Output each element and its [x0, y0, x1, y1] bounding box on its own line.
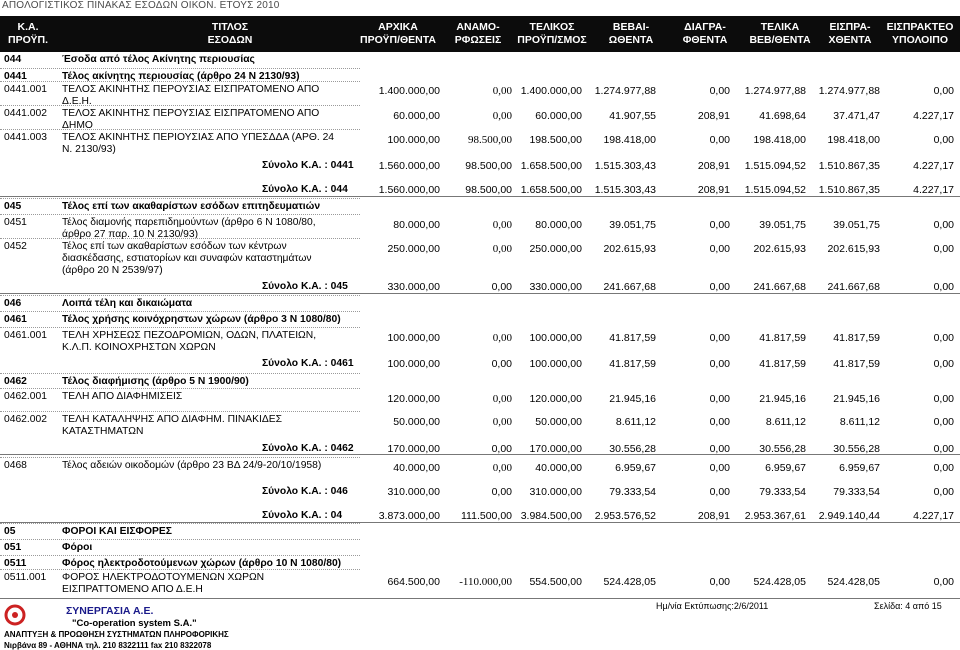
account-title: Τέλος χρήσης κοινόχρηστων χώρων (άρθρο 3 Ν 1080/80) [62, 314, 341, 325]
amount-cell: 6.959,67 [839, 462, 880, 474]
amount-cell: 37.471,47 [833, 110, 880, 122]
col-fc-line2: ΒΕΒ/ΘΕΝΤΑ [749, 34, 811, 46]
account-title-cont: (άρθρο 20 Ν 2539/97) [62, 265, 163, 276]
row-separator [0, 311, 360, 312]
account-code: 0462.001 [4, 391, 47, 402]
col-certified-line1: ΒΕΒΑΙ- [612, 21, 650, 33]
account-code: 046 [4, 298, 22, 309]
amount-cell: 41.817,59 [833, 332, 880, 344]
amount-cell: 250.000,00 [387, 243, 440, 255]
amount-cell: 120.000,00 [387, 393, 440, 405]
amount-cell: 1.515.303,43 [594, 160, 656, 172]
col-reallocations [440, 21, 516, 47]
amount-cell: 2.953.576,52 [594, 510, 656, 522]
amount-cell: 0,00 [492, 243, 512, 255]
amount-cell: 524.428,05 [827, 576, 880, 588]
amount-cell: 41.817,59 [833, 358, 880, 370]
amount-cell: 2.953.367,61 [744, 510, 806, 522]
amount-cell: 39.051,75 [759, 219, 806, 231]
amount-cell: 1.510.867,35 [818, 184, 880, 196]
col-ka [8, 21, 48, 47]
row-separator [0, 198, 360, 199]
subtotal-label: Σύνολο Κ.Α. : 04 [262, 510, 343, 521]
col-remaining [882, 21, 958, 47]
row-separator [0, 295, 360, 296]
amount-cell: 100.000,00 [387, 358, 440, 370]
amount-cell: 0,00 [709, 85, 730, 97]
account-code: 0441 [4, 71, 27, 82]
amount-cell: 21.945,16 [759, 393, 806, 405]
account-code: 044 [4, 54, 22, 65]
amount-cell: 0,00 [933, 85, 954, 97]
amount-cell: 170.000,00 [387, 443, 440, 455]
amount-cell: 554.500,00 [529, 576, 582, 588]
row-separator [0, 555, 360, 556]
amount-cell: 0,00 [491, 486, 512, 498]
amount-cell: 4.227,17 [913, 184, 954, 196]
account-title: ΦΟΡΟΣ ΗΛΕΚΤΡΟΔΟΤΟΥΜΕΝΩΝ ΧΩΡΩΝ [62, 572, 265, 583]
account-title: Τέλος επί των ακαθαρίστων εσόδων των κέντρων [62, 241, 287, 252]
account-title-cont: ΔΗΜΟ [62, 120, 93, 131]
amount-cell: 0,00 [709, 576, 730, 588]
amount-cell: -110.000,00 [459, 576, 512, 588]
col-initial-line2: ΠΡΟΫΠ/ΘΕΝΤΑ [360, 34, 436, 46]
amount-cell: 0,00 [709, 486, 730, 498]
amount-cell: 208,91 [697, 184, 730, 196]
amount-cell: 198.418,00 [753, 134, 806, 146]
amount-cell: 79.333,54 [759, 486, 806, 498]
col-collected-line2: ΧΘΕΝΤΑ [828, 34, 872, 46]
footer-address: Νιρβάνα 89 - ΑΘΗΝΑ τηλ. 210 8322111 fax 210 8322078 [4, 641, 212, 650]
amount-cell: 330.000,00 [387, 281, 440, 293]
row-separator [0, 457, 360, 458]
col-remaining-line2: ΥΠΟΛΟΙΠΟ [891, 34, 949, 46]
col-title-line1: ΤΙΤΛΟΣ [211, 21, 249, 33]
amount-cell: 1.658.500,00 [520, 160, 582, 172]
col-realloc-line1: ΑΝΑΜΟ- [456, 21, 500, 33]
account-title: Τέλος αδειών οικοδομών (άρθρο 23 ΒΔ 24/9-20/10/1958) [62, 460, 322, 471]
account-title: ΤΕΛΗ ΑΠΟ ΔΙΑΦΗΜΙΣΕΙΣ [62, 391, 183, 402]
account-code: 045 [4, 201, 22, 212]
subtotal-label: Σύνολο Κ.Α. : 044 [262, 184, 348, 195]
amount-cell: 198.418,00 [603, 134, 656, 146]
amount-cell: 241.667,68 [753, 281, 806, 293]
account-title: Φόροι [62, 542, 93, 553]
row-separator [0, 569, 360, 570]
amount-cell: 41.907,55 [609, 110, 656, 122]
account-code: 0452 [4, 241, 27, 252]
amount-cell: 4.227,17 [913, 510, 954, 522]
row-separator [0, 539, 360, 540]
amount-cell: 0,00 [709, 416, 730, 428]
amount-cell: 241.667,68 [603, 281, 656, 293]
amount-cell: 1.515.094,52 [744, 184, 806, 196]
amount-cell: 100.000,00 [387, 134, 440, 146]
account-title: Τέλος ακίνητης περιουσίας (άρθρο 24 Ν 2130/93) [62, 71, 300, 82]
col-deleted-line1: ΔΙΑΓΡΑ- [684, 21, 726, 33]
account-code: 0451 [4, 217, 27, 228]
col-collected [820, 21, 880, 47]
amount-cell: 1.560.000,00 [378, 184, 440, 196]
amount-cell: 198.418,00 [827, 134, 880, 146]
section-divider [0, 196, 960, 197]
amount-cell: 241.667,68 [827, 281, 880, 293]
amount-cell: 8.611,12 [765, 416, 806, 428]
amount-cell: 1.515.094,52 [744, 160, 806, 172]
col-ka-line2: ΠΡΟΫΠ. [8, 34, 48, 46]
amount-cell: 0,00 [491, 358, 512, 370]
account-code: 0511.001 [4, 572, 47, 583]
account-title-cont: Ν. 2130/93) [62, 144, 116, 155]
amount-cell: 60.000,00 [393, 110, 440, 122]
account-title: ΦΟΡΟΙ ΚΑΙ ΕΙΣΦΟΡΕΣ [62, 526, 172, 537]
account-code: 0468 [4, 460, 27, 471]
amount-cell: 41.817,59 [759, 332, 806, 344]
amount-cell: 1.274.977,88 [744, 85, 806, 97]
amount-cell: 0,00 [933, 332, 954, 344]
account-title-cont: διασκέδασης, εστιατορίων και συναφών καταστημάτων [62, 253, 312, 264]
account-code: 0461.001 [4, 330, 47, 341]
amount-cell: 310.000,00 [387, 486, 440, 498]
col-deleted [670, 21, 740, 47]
amount-cell: 170.000,00 [529, 443, 582, 455]
amount-cell: 202.615,93 [827, 243, 880, 255]
account-title: Έσοδα από τέλος Ακίνητης περιουσίας [62, 54, 255, 65]
amount-cell: 1.510.867,35 [818, 160, 880, 172]
amount-cell: 3.873.000,00 [378, 510, 440, 522]
account-title: ΤΕΛΟΣ ΑΚΙΝΗΤΗΣ ΠΕΡΟΥΣΙΑΣ ΕΙΣΠΡΑΤΟΜΕΝΟ ΑΠΟ [62, 108, 320, 119]
amount-cell: 0,00 [709, 443, 730, 455]
page-title: ΑΠΟΛΟΓΙΣΤΙΚΟΣ ΠΙΝΑΚΑΣ ΕΣΟΔΩΝ ΟΙΚΟΝ. ΕΤΟΥΣ 2010 [2, 0, 280, 11]
row-separator [0, 129, 360, 130]
amount-cell: 6.959,67 [615, 462, 656, 474]
col-initial-line1: ΑΡΧΙΚΑ [378, 21, 418, 33]
account-code: 051 [4, 542, 22, 553]
amount-cell: 50.000,00 [535, 416, 582, 428]
amount-cell: 0,00 [933, 281, 954, 293]
amount-cell: 1.400.000,00 [378, 85, 440, 97]
amount-cell: 40.000,00 [393, 462, 440, 474]
subtotal-label: Σύνολο Κ.Α. : 0462 [262, 443, 354, 454]
amount-cell: 0,00 [492, 416, 512, 428]
account-title-cont: ΕΙΣΠΡΑΤΤΟΜΕΝΟ ΑΠΟ Δ.Ε.Η [62, 584, 203, 595]
amount-cell: 330.000,00 [529, 281, 582, 293]
amount-cell: 202.615,93 [753, 243, 806, 255]
amount-cell: 0,00 [933, 462, 954, 474]
row-separator [0, 214, 360, 215]
amount-cell: 1.274.977,88 [594, 85, 656, 97]
col-fc-line1: ΤΕΛΙΚΑ [760, 21, 800, 33]
amount-cell: 30.556,28 [833, 443, 880, 455]
amount-cell: 208,91 [697, 510, 730, 522]
amount-cell: 1.400.000,00 [520, 85, 582, 97]
amount-cell: 0,00 [492, 393, 512, 405]
amount-cell: 0,00 [933, 358, 954, 370]
row-separator [0, 523, 360, 524]
account-title-cont: ΚΑΤΑΣΤΗΜΑΤΩΝ [62, 426, 144, 437]
account-title: Τέλος επί των ακαθαρίστων εσόδων επιτηδευματιών [62, 201, 321, 212]
amount-cell: 208,91 [697, 160, 730, 172]
col-final-certified [736, 21, 824, 47]
amount-cell: 98.500,00 [468, 134, 512, 146]
amount-cell: 8.611,12 [839, 416, 880, 428]
amount-cell: 664.500,00 [387, 576, 440, 588]
amount-cell: 41.698,64 [759, 110, 806, 122]
footer-tagline: "Co-operation system S.A." [72, 618, 197, 629]
table-header [0, 16, 960, 52]
row-separator [0, 105, 360, 106]
col-certified-line2: ΩΘΕΝΤΑ [608, 34, 654, 46]
account-code: 0441.002 [4, 108, 47, 119]
account-title: ΤΕΛΗ ΚΑΤΑΛΗΨΗΣ ΑΠΟ ΔΙΑΦΗΜ. ΠΙΝΑΚΙΔΕΣ [62, 414, 283, 425]
row-separator [0, 68, 360, 69]
amount-cell: 0,00 [933, 416, 954, 428]
account-code: 05 [4, 526, 16, 537]
section-divider [0, 293, 960, 294]
col-remaining-line1: ΕΙΣΠΡΑΚΤΕΟ [886, 21, 954, 33]
amount-cell: 80.000,00 [535, 219, 582, 231]
row-separator [0, 81, 360, 82]
amount-cell: 0,00 [933, 576, 954, 588]
amount-cell: 79.333,54 [833, 486, 880, 498]
amount-cell: 1.560.000,00 [378, 160, 440, 172]
amount-cell: 0,00 [709, 134, 730, 146]
amount-cell: 0,00 [492, 219, 512, 231]
amount-cell: 0,00 [709, 393, 730, 405]
amount-cell: 0,00 [709, 358, 730, 370]
section-divider [0, 454, 960, 455]
row-separator [0, 327, 360, 328]
amount-cell: 4.227,17 [913, 160, 954, 172]
col-final-line2: ΠΡΟΫΠ/ΣΜΟΣ [517, 34, 587, 46]
amount-cell: 41.817,59 [609, 332, 656, 344]
account-title-cont: άρθρο 27 παρ. 10 Ν 2130/93) [62, 229, 199, 240]
account-title: ΤΕΛΟΣ ΑΚΙΝΗΤΗΣ ΠΕΡΙΟΥΣΙΑΣ ΑΠΟ ΥΠΕΣΔΔΑ (ΑΡΘ. 24 [62, 132, 335, 143]
account-code: 0461 [4, 314, 27, 325]
amount-cell: 0,00 [492, 462, 512, 474]
account-title: Τέλος διαμονής παρεπιδημούντων (άρθρο 6 Ν 1080/80, [62, 217, 316, 228]
amount-cell: 30.556,28 [609, 443, 656, 455]
col-certified [596, 21, 666, 47]
print-date: Ημ/νία Εκτύπωσης:2/6/2011 [656, 601, 769, 611]
amount-cell: 0,00 [491, 443, 512, 455]
subtotal-label: Σύνολο Κ.Α. : 045 [262, 281, 348, 292]
row-separator [0, 238, 360, 239]
section-divider [0, 598, 960, 599]
col-title [180, 21, 280, 47]
account-title-cont: Κ.Λ.Π. ΚΟΙΝΟΧΡΗΣΤΩΝ ΧΩΡΩΝ [62, 342, 216, 353]
amount-cell: 0,00 [933, 443, 954, 455]
amount-cell: 60.000,00 [535, 110, 582, 122]
account-title: Λοιπά τέλη και δικαιώματα [62, 298, 193, 309]
amount-cell: 1.658.500,00 [520, 184, 582, 196]
amount-cell: 524.428,05 [603, 576, 656, 588]
page-number: Σελίδα: 4 από 15 [874, 601, 942, 611]
amount-cell: 0,00 [933, 393, 954, 405]
col-ka-line1: Κ.Α. [17, 21, 39, 33]
amount-cell: 39.051,75 [609, 219, 656, 231]
account-title: Τέλος διαφήμισης (άρθρο 5 Ν 1900/90) [62, 376, 249, 387]
col-collected-line1: ΕΙΣΠΡΑ- [829, 21, 871, 33]
account-title: ΤΕΛΗ ΧΡΗΣΕΩΣ ΠΕΖΟΔΡΟΜΙΩΝ, ΟΔΩΝ, ΠΛΑΤΕΙΩΝ, [62, 330, 317, 341]
amount-cell: 0,00 [709, 281, 730, 293]
amount-cell: 0,00 [709, 332, 730, 344]
col-title-line2: ΕΣΟΔΩΝ [207, 34, 253, 46]
amount-cell: 524.428,05 [753, 576, 806, 588]
amount-cell: 0,00 [491, 281, 512, 293]
subtotal-label: Σύνολο Κ.Α. : 046 [262, 486, 348, 497]
amount-cell: 41.817,59 [609, 358, 656, 370]
company-logo-icon [4, 604, 26, 626]
account-code: 0441.001 [4, 84, 47, 95]
footer-company: ΣΥΝΕΡΓΑΣΙΑ Α.Ε. [66, 605, 154, 617]
subtotal-label: Σύνολο Κ.Α. : 0461 [262, 358, 354, 369]
subtotal-label: Σύνολο Κ.Α. : 0441 [262, 160, 354, 171]
amount-cell: 100.000,00 [529, 358, 582, 370]
amount-cell: 21.945,16 [833, 393, 880, 405]
amount-cell: 30.556,28 [759, 443, 806, 455]
amount-cell: 100.000,00 [387, 332, 440, 344]
amount-cell: 79.333,54 [609, 486, 656, 498]
row-separator [0, 373, 360, 374]
col-final-line1: ΤΕΛΙΚΟΣ [529, 21, 575, 33]
amount-cell: 1.515.303,43 [594, 184, 656, 196]
amount-cell: 100.000,00 [529, 332, 582, 344]
amount-cell: 0,00 [492, 110, 512, 122]
amount-cell: 0,00 [492, 85, 512, 97]
account-code: 0462.002 [4, 414, 47, 425]
amount-cell: 80.000,00 [393, 219, 440, 231]
amount-cell: 2.949.140,44 [818, 510, 880, 522]
amount-cell: 8.611,12 [615, 416, 656, 428]
amount-cell: 3.984.500,00 [520, 510, 582, 522]
amount-cell: 21.945,16 [609, 393, 656, 405]
col-final [514, 21, 590, 47]
amount-cell: 50.000,00 [393, 416, 440, 428]
amount-cell: 39.051,75 [833, 219, 880, 231]
account-code: 0511 [4, 558, 27, 569]
account-code: 0462 [4, 376, 27, 387]
amount-cell: 40.000,00 [535, 462, 582, 474]
amount-cell: 4.227,17 [913, 110, 954, 122]
amount-cell: 120.000,00 [529, 393, 582, 405]
account-title: ΤΕΛΟΣ ΑΚΙΝΗΤΗΣ ΠΕΡΟΥΣΙΑΣ ΕΙΣΠΡΑΤΟΜΕΝΟ ΑΠΟ [62, 84, 320, 95]
amount-cell: 198.500,00 [529, 134, 582, 146]
amount-cell: 0,00 [933, 134, 954, 146]
amount-cell: 6.959,67 [765, 462, 806, 474]
amount-cell: 310.000,00 [529, 486, 582, 498]
col-realloc-line2: ΡΦΩΣΕΙΣ [454, 34, 502, 46]
amount-cell: 208,91 [697, 110, 730, 122]
amount-cell: 1.274.977,88 [818, 85, 880, 97]
row-separator [0, 411, 360, 412]
account-title-cont: Δ.Ε.Η. [62, 96, 92, 107]
col-initial [358, 21, 438, 47]
amount-cell: 0,00 [709, 243, 730, 255]
account-code: 0441.003 [4, 132, 47, 143]
account-title: Φόρος ηλεκτροδοτούμενων χώρων (άρθρο 10 Ν 1080/80) [62, 558, 342, 569]
amount-cell: 111.500,00 [461, 510, 512, 522]
amount-cell: 0,00 [933, 219, 954, 231]
amount-cell: 98.500,00 [465, 184, 512, 196]
amount-cell: 41.817,59 [759, 358, 806, 370]
amount-cell: 0,00 [709, 462, 730, 474]
amount-cell: 0,00 [933, 243, 954, 255]
amount-cell: 0,00 [933, 486, 954, 498]
amount-cell: 0,00 [492, 332, 512, 344]
footer-activity: ΑΝΑΠΤΥΞΗ & ΠΡΟΩΘΗΣΗ ΣΥΣΤΗΜΑΤΩΝ ΠΛΗΡΟΦΟΡΙΚΗΣ [4, 630, 229, 639]
amount-cell: 0,00 [709, 219, 730, 231]
section-divider [0, 522, 960, 523]
amount-cell: 98.500,00 [465, 160, 512, 172]
row-separator [0, 388, 360, 389]
col-deleted-line2: ΦΘΕΝΤΑ [682, 34, 728, 46]
amount-cell: 202.615,93 [603, 243, 656, 255]
amount-cell: 250.000,00 [529, 243, 582, 255]
